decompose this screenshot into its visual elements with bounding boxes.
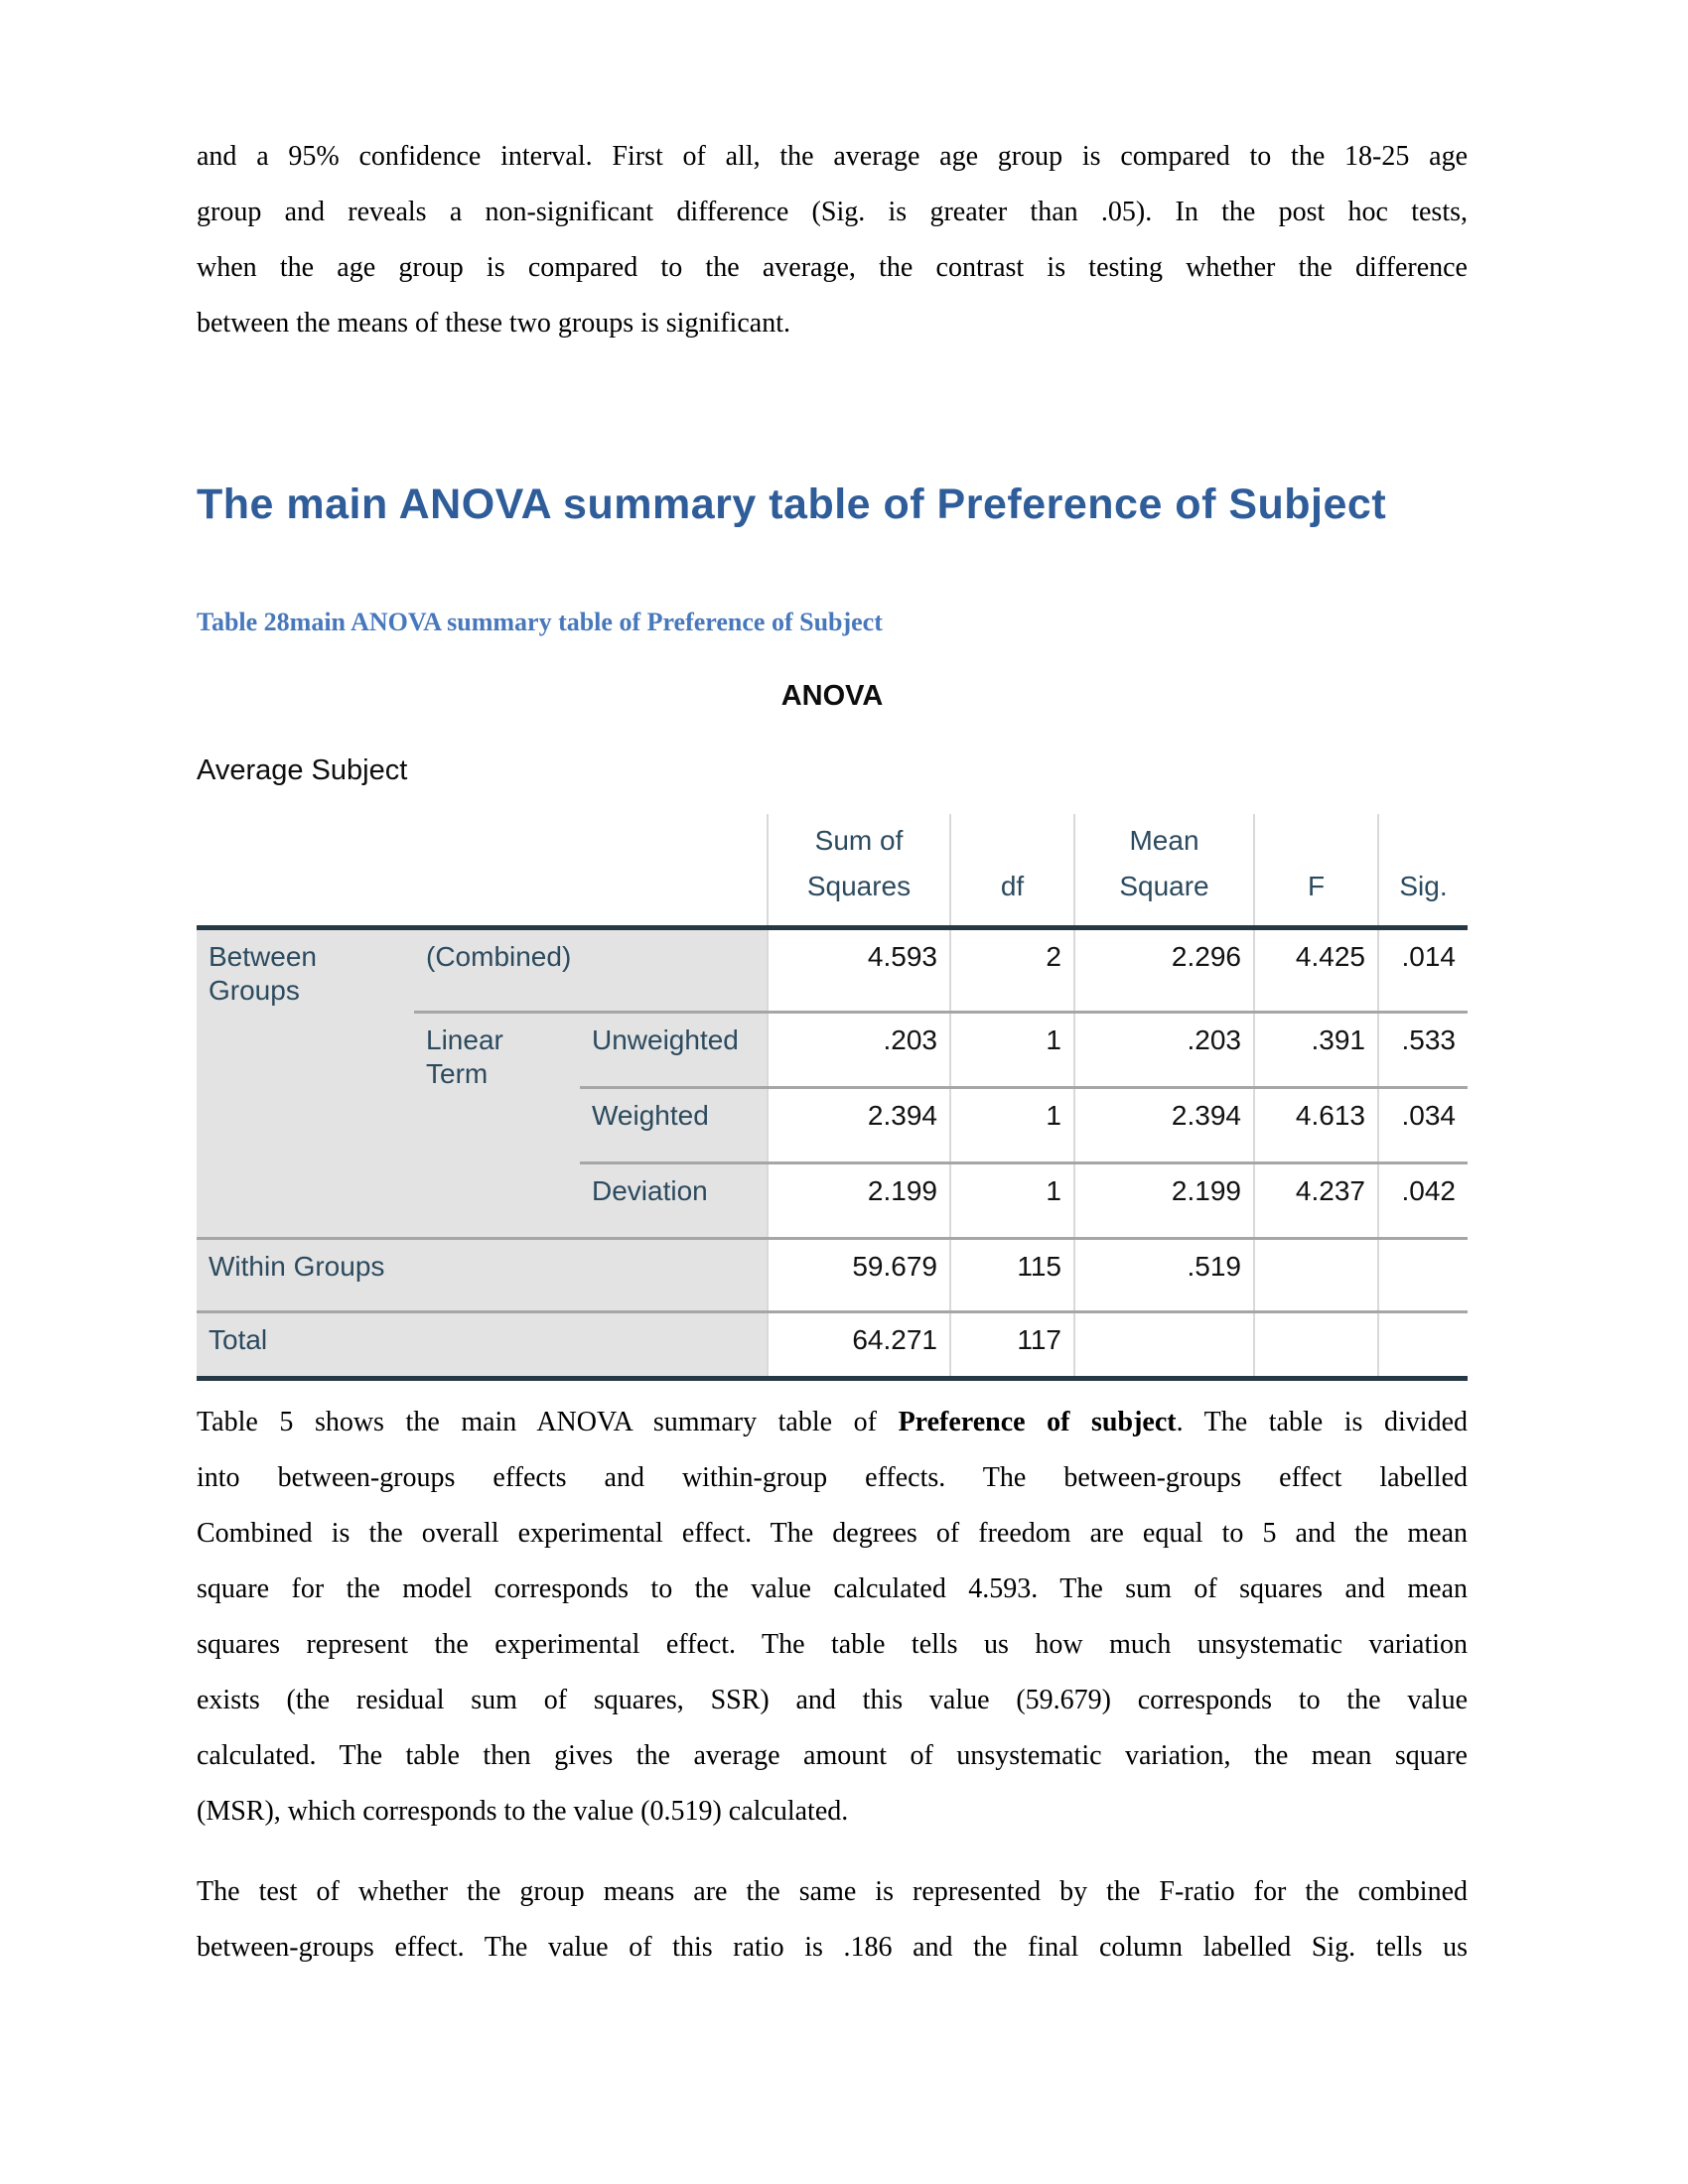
paragraph-line: when the age group is compared to the average, the contrast is testing whether the difference bbox=[197, 252, 1468, 283]
cell-within-sig bbox=[1378, 1238, 1468, 1311]
cell-combined-label: (Combined) bbox=[414, 927, 768, 1012]
body-paragraph-2 bbox=[197, 1864, 1468, 1976]
cell-weighted-f: 4.613 bbox=[1254, 1087, 1378, 1162]
cell-weighted-sum-of-squares: 2.394 bbox=[768, 1087, 950, 1162]
cell-combined-f: 4.425 bbox=[1254, 927, 1378, 1012]
paragraph-line: calculated. The table then gives the average amount of unsystematic variation, the mean square bbox=[197, 1740, 1468, 1771]
cell-deviation-label: Deviation bbox=[580, 1162, 768, 1238]
table-row-total bbox=[197, 1311, 1468, 1378]
col-header-line: Mean bbox=[1129, 824, 1199, 856]
paragraph-line: group and reveals a non-significant difference (Sig. is greater than .05). In the post hoc tests, bbox=[197, 197, 1468, 227]
paragraph-line: between-groups effect. The value of this ratio is .186 and the final column labelled Sig. tells us bbox=[197, 1932, 1468, 1963]
cell-within-f bbox=[1254, 1238, 1378, 1311]
anova-table bbox=[197, 814, 1468, 1381]
cell-within-mean-square: .519 bbox=[1074, 1238, 1254, 1311]
paragraph-line: exists (the residual sum of squares, SSR) and this value (59.679) corresponds to the value bbox=[197, 1685, 1468, 1715]
cell-deviation-sum-of-squares: 2.199 bbox=[768, 1162, 950, 1238]
cell-weighted-mean-square: 2.394 bbox=[1074, 1087, 1254, 1162]
row-header-total: Total bbox=[197, 1311, 768, 1378]
row-header-within-groups: Within Groups bbox=[197, 1238, 768, 1311]
anova-table-subtitle: Average Subject bbox=[197, 754, 408, 786]
cell-weighted-sig: .034 bbox=[1378, 1087, 1468, 1162]
cell-combined-sum-of-squares: 4.593 bbox=[768, 927, 950, 1012]
cell-total-df: 117 bbox=[950, 1311, 1074, 1378]
cell-weighted-df: 1 bbox=[950, 1087, 1074, 1162]
cell-unweighted-df: 1 bbox=[950, 1012, 1074, 1087]
cell-unweighted-sum-of-squares: .203 bbox=[768, 1012, 950, 1087]
col-header-df: df bbox=[950, 814, 1074, 927]
section-heading: The main ANOVA summary table of Preference of Subject bbox=[197, 480, 1387, 528]
paragraph-line: Combined is the overall experimental effect. The degrees of freedom are equal to 5 and the mean bbox=[197, 1518, 1468, 1549]
header-spacer bbox=[197, 814, 768, 927]
text-segment: Table 5 shows the main ANOVA summary table of bbox=[197, 1407, 899, 1437]
cell-total-f bbox=[1254, 1311, 1378, 1378]
cell-combined-df: 2 bbox=[950, 927, 1074, 1012]
cell-within-df: 115 bbox=[950, 1238, 1074, 1311]
text-segment: . The table is divided bbox=[1176, 1407, 1468, 1437]
table-row-within-groups bbox=[197, 1238, 1468, 1311]
cell-deviation-f: 4.237 bbox=[1254, 1162, 1378, 1238]
row-header-linear-term bbox=[414, 1012, 580, 1238]
paragraph-line: into between-groups effects and within-group effects. The between-groups effect labelled bbox=[197, 1462, 1468, 1493]
anova-table-title: ANOVA bbox=[780, 680, 884, 712]
paragraph-line: squares represent the experimental effect. The table tells us how much unsystematic variation bbox=[197, 1629, 1468, 1660]
col-header-mean-square bbox=[1074, 814, 1254, 927]
table-header-row bbox=[197, 814, 1468, 927]
paragraph-line: and a 95% confidence interval. First of all, the average age group is compared to the 18-25 age bbox=[197, 141, 1468, 172]
cell-deviation-sig: .042 bbox=[1378, 1162, 1468, 1238]
intro-paragraph bbox=[197, 129, 1468, 351]
paragraph-line: between the means of these two groups is significant. bbox=[197, 308, 790, 339]
col-header-line: Sum of bbox=[814, 824, 904, 856]
table-caption: Table 28main ANOVA summary table of Preference of Subject bbox=[197, 608, 883, 636]
cell-total-mean-square bbox=[1074, 1311, 1254, 1378]
cell-unweighted-sig: .533 bbox=[1378, 1012, 1468, 1087]
cell-deviation-mean-square: 2.199 bbox=[1074, 1162, 1254, 1238]
table-row-combined bbox=[197, 927, 1468, 1012]
cell-total-sum-of-squares: 64.271 bbox=[768, 1311, 950, 1378]
paragraph-line: (MSR), which corresponds to the value (0.519) calculated. bbox=[197, 1796, 849, 1827]
bold-text-segment: Preference of subject bbox=[898, 1407, 1177, 1437]
cell-within-sum-of-squares: 59.679 bbox=[768, 1238, 950, 1311]
cell-unweighted-f: .391 bbox=[1254, 1012, 1378, 1087]
col-header-line: Squares bbox=[806, 870, 912, 901]
col-header-line: Square bbox=[1119, 870, 1209, 901]
cell-weighted-label: Weighted bbox=[580, 1087, 768, 1162]
row-header-between-groups: Between Groups bbox=[197, 927, 414, 1238]
cell-unweighted-label: Unweighted bbox=[580, 1012, 768, 1087]
cell-total-sig bbox=[1378, 1311, 1468, 1378]
col-header-sig: Sig. bbox=[1378, 814, 1468, 927]
cell-combined-mean-square: 2.296 bbox=[1074, 927, 1254, 1012]
row-header-linear-term-text: Linear Term bbox=[426, 1024, 503, 1089]
cell-unweighted-mean-square: .203 bbox=[1074, 1012, 1254, 1087]
cell-deviation-df: 1 bbox=[950, 1162, 1074, 1238]
col-header-f: F bbox=[1254, 814, 1378, 927]
cell-combined-sig: .014 bbox=[1378, 927, 1468, 1012]
paragraph-line bbox=[197, 1395, 1468, 1450]
body-paragraph-1 bbox=[197, 1395, 1468, 1840]
col-header-sum-of-squares bbox=[768, 814, 950, 927]
paragraph-line: square for the model corresponds to the value calculated 4.593. The sum of squares and mean bbox=[197, 1573, 1468, 1604]
paragraph-line: The test of whether the group means are the same is represented by the F-ratio for the combined bbox=[197, 1876, 1468, 1907]
